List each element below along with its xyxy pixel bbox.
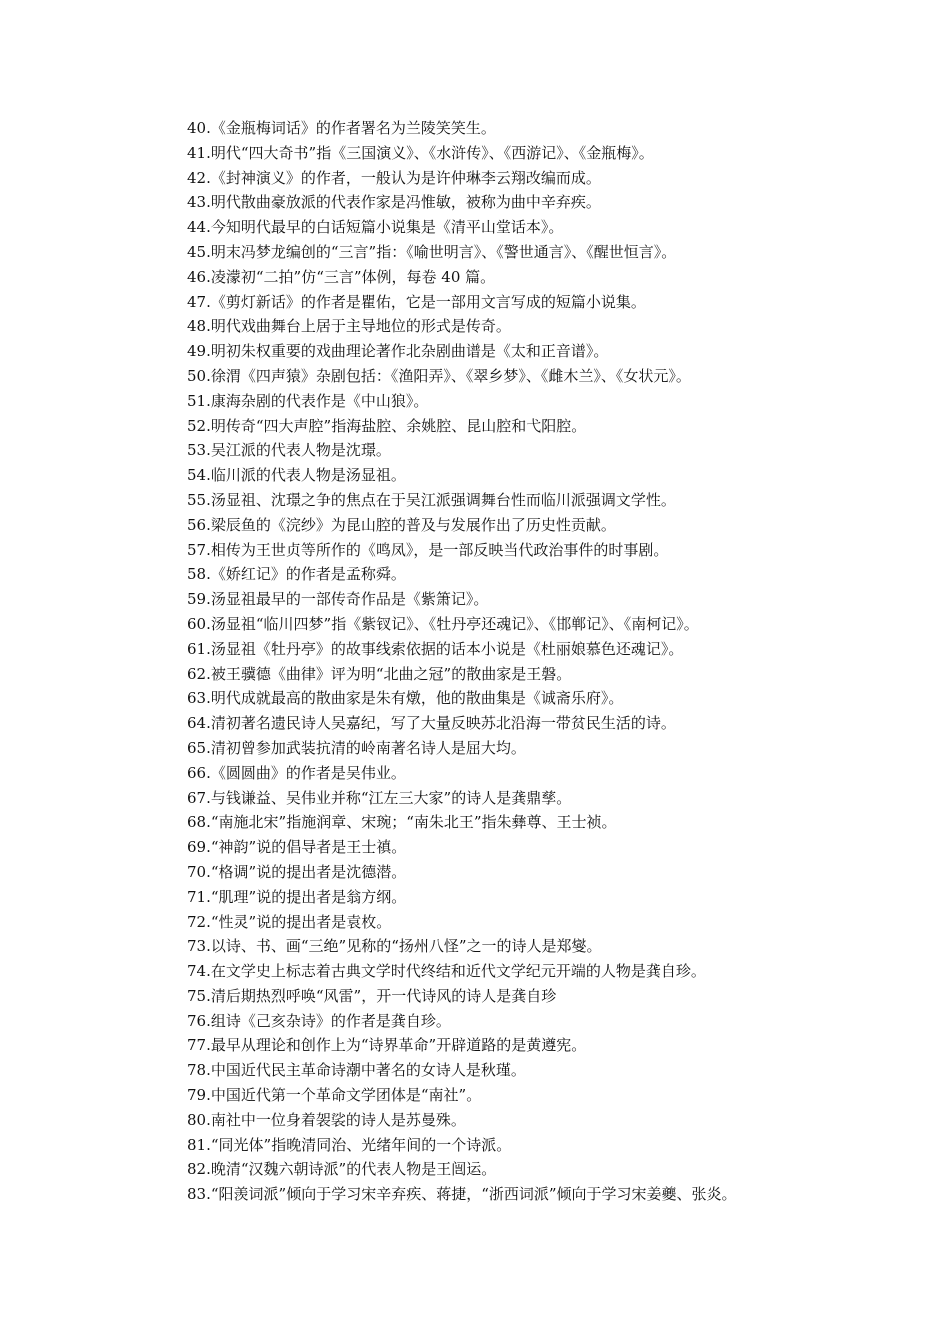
list-item: 60.汤显祖“临川四梦”指《紫钗记》、《牡丹亭还魂记》、《邯郸记》、《南柯记》。 xyxy=(187,614,699,633)
list-item: 73.以诗、书、画“三绝”见称的“扬州八怪”之一的诗人是郑燮。 xyxy=(187,937,602,956)
list-item: 44.今知明代最早的白话短篇小说集是《清平山堂话本》。 xyxy=(187,218,564,237)
list-item: 83.“阳羡词派”倾向于学习宋辛弃疾、蒋捷，“浙西词派”倾向于学习宋姜夔、张炎。 xyxy=(187,1185,737,1204)
list-item: 65.清初曾参加武装抗清的岭南著名诗人是屈大均。 xyxy=(187,738,526,757)
list-item: 76.组诗《己亥杂诗》的作者是龚自珍。 xyxy=(187,1011,451,1030)
list-item: 72.“性灵”说的提出者是袁枚。 xyxy=(187,912,392,931)
list-item: 74.在文学史上标志着古典文学时代终结和近代文学纪元开端的人物是龚自珍。 xyxy=(187,962,706,981)
list-item: 43.明代散曲豪放派的代表作家是冯惟敏，被称为曲中辛弃疾。 xyxy=(187,193,601,212)
list-item: 54.临川派的代表人物是汤显祖。 xyxy=(187,466,406,485)
list-item: 68.“南施北宋”指施润章、宋琬；“南朱北王”指朱彝尊、王士祯。 xyxy=(187,813,617,832)
list-item: 49.明初朱权重要的戏曲理论著作北杂剧曲谱是《太和正音谱》。 xyxy=(187,342,609,361)
list-item: 62.被王骥德《曲律》评为明“北曲之冠”的散曲家是王磐。 xyxy=(187,664,572,683)
list-item: 42.《封神演义》的作者，一般认为是许仲琳李云翔改编而成。 xyxy=(187,168,601,187)
list-item: 75.清后期热烈呼唤“风雷”，开一代诗风的诗人是龚自珍 xyxy=(187,986,557,1005)
list-item: 53.吴江派的代表人物是沈璟。 xyxy=(187,441,391,460)
list-item: 80.南社中一位身着袈裟的诗人是苏曼殊。 xyxy=(187,1110,466,1129)
list-item: 55.汤显祖、沈璟之争的焦点在于吴江派强调舞台性而临川派强调文学性。 xyxy=(187,490,676,509)
list-item: 70.“格调”说的提出者是沈德潜。 xyxy=(187,862,407,881)
list-item: 71.“肌理”说的提出者是翁方纲。 xyxy=(187,887,407,906)
list-item: 81.“同光体”指晚清同治、光绪年间的一个诗派。 xyxy=(187,1135,512,1154)
list-item: 58.《娇红记》的作者是孟称舜。 xyxy=(187,565,406,584)
list-item: 78.中国近代民主革命诗潮中著名的女诗人是秋瑾。 xyxy=(187,1061,526,1080)
list-item: 51.康海杂剧的代表作是《中山狼》。 xyxy=(187,391,429,410)
list-item: 63.明代成就最高的散曲家是朱有燉，他的散曲集是《诚斋乐府》。 xyxy=(187,689,624,708)
knowledge-point-list xyxy=(187,116,927,1207)
list-item: 47.《剪灯新话》的作者是瞿佑，它是一部用文言写成的短篇小说集。 xyxy=(187,292,646,311)
list-item: 56.梁辰鱼的《浣纱》为昆山腔的普及与发展作出了历史性贡献。 xyxy=(187,515,616,534)
list-item: 40.《金瓶梅词话》的作者署名为兰陵笑笑生。 xyxy=(187,119,496,137)
list-item: 45.明末冯梦龙编创的“三言”指：《喻世明言》、《警世通言》、《醒世恒言》。 xyxy=(187,242,677,261)
list-item: 61.汤显祖《牡丹亭》的故事线索依据的话本小说是《杜丽娘慕色还魂记》。 xyxy=(187,639,684,658)
list-item: 41.明代“四大奇书”指《三国演义》、《水浒传》、《西游记》、《金瓶梅》。 xyxy=(187,143,654,162)
list-item: 46.凌濛初“二拍”仿“三言”体例，每卷 40 篇。 xyxy=(187,267,496,286)
list-item: 64.清初著名遗民诗人吴嘉纪，写了大量反映苏北沿海一带贫民生活的诗。 xyxy=(187,714,676,733)
list-item: 48.明代戏曲舞台上居于主导地位的形式是传奇。 xyxy=(187,317,511,336)
list-item: 59.汤显祖最早的一部传奇作品是《紫箫记》。 xyxy=(187,590,489,609)
list-item: 69.“神韵”说的倡导者是王士禛。 xyxy=(187,838,407,857)
list-item: 66.《圆圆曲》的作者是吴伟业。 xyxy=(187,763,406,782)
list-item: 77.最早从理论和创作上为“诗界革命”开辟道路的是黄遵宪。 xyxy=(187,1036,587,1055)
list-item: 52.明传奇“四大声腔”指海盐腔、余姚腔、昆山腔和弋阳腔。 xyxy=(187,416,587,435)
list-item: 57.相传为王世贞等所作的《鸣凤》，是一部反映当代政治事件的时事剧。 xyxy=(187,540,669,559)
list-item: 82.晚清“汉魏六朝诗派”的代表人物是王闿运。 xyxy=(187,1160,497,1179)
list-item: 67.与钱谦益、吴伟业并称“江左三大家”的诗人是龚鼎孳。 xyxy=(187,788,572,807)
list-item: 50.徐渭《四声猿》杂剧包括：《渔阳弄》、《翠乡梦》、《雌木兰》、《女状元》。 xyxy=(187,366,691,385)
list-item: 79.中国近代第一个革命文学团体是“南社”。 xyxy=(187,1086,482,1105)
